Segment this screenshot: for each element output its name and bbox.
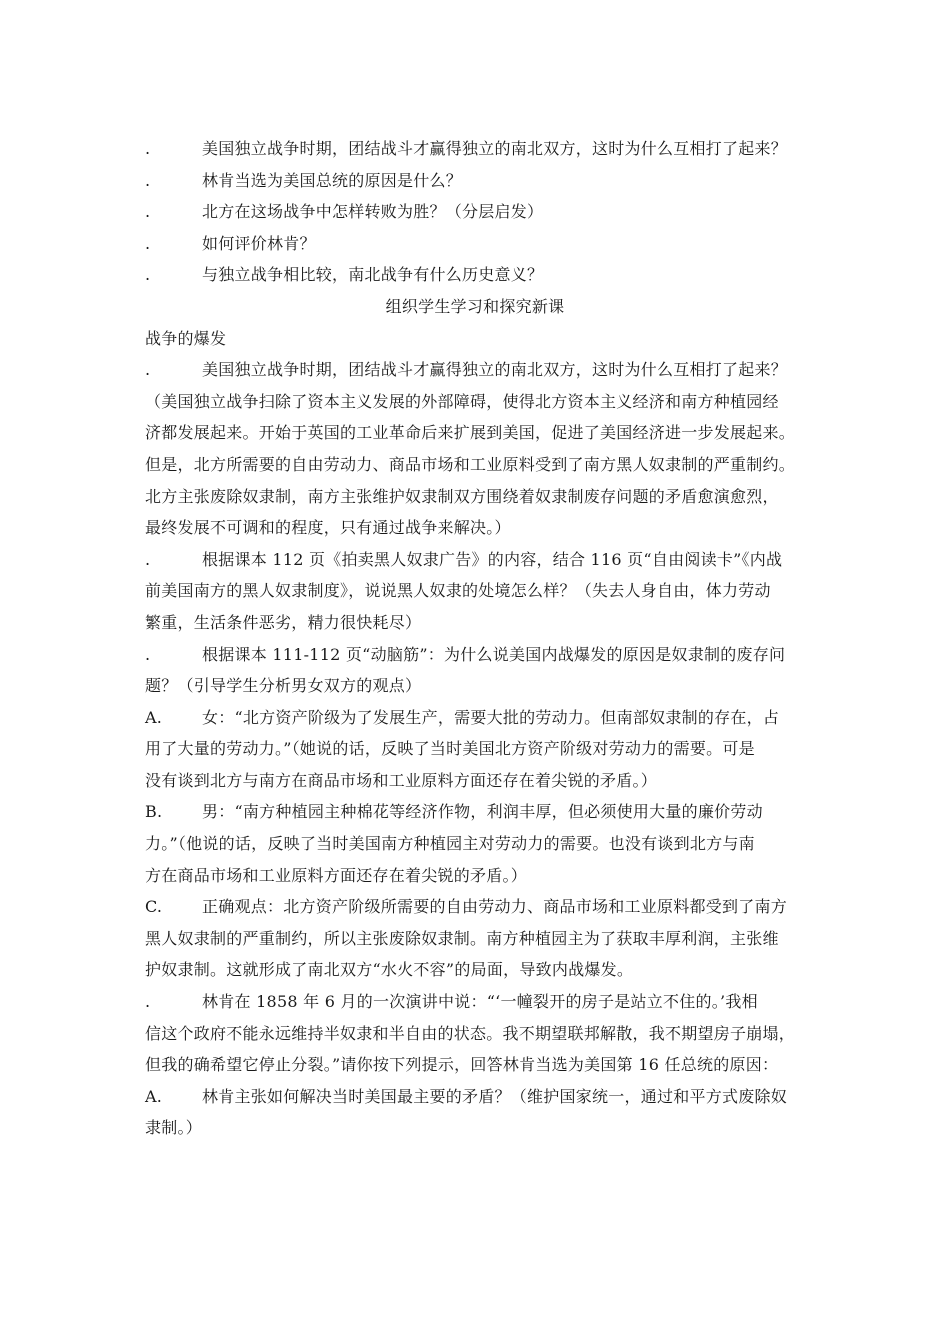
body-line: 护奴隶制。这就形成了南北双方“水火不容”的局面，导致内战爆发。 [145,960,634,980]
body-block [145,891,805,986]
question-item [145,133,805,165]
body-line: 前美国南方的黑人奴隶制度》，说说黑人奴隶的处境怎么样？（失去人身自由，体力劳动 [145,581,771,601]
list-marker: A. [145,707,163,727]
section-title: 组织学生学习和探究新课 [385,296,565,316]
body-text: 正确观点：北方资产阶级所需要的自由劳动力、商品市场和工业原料都受到了南方 [202,897,788,917]
body-line: 北方主张废除奴隶制，南方主张维护奴隶制双方围绕着奴隶制废存问题的矛盾愈演愈烈， [145,486,779,506]
body-item-first-line [145,796,805,828]
body-block [145,544,805,639]
document-page [145,133,805,1144]
list-marker: B. [145,802,163,822]
body-block [145,639,805,702]
list-marker: . [145,360,151,380]
list-marker: . [145,549,151,569]
list-marker: . [145,233,151,253]
body-line: 题？（引导学生分析男女双方的观点） [145,676,422,696]
body-block [145,354,805,544]
body-item-first-line [145,891,805,923]
body-block [145,702,805,797]
body-block [145,1081,805,1144]
question-text: 林肯当选为美国总统的原因是什么？ [202,170,463,190]
body-line: 信这个政府不能永远维持半奴隶和半自由的状态。我不期望联邦解散，我不期望房子崩塌， [145,1023,796,1043]
question-text: 北方在这场战争中怎样转败为胜？（分层启发） [202,202,544,222]
question-item [145,165,805,197]
body-line: 但是，北方所需要的自由劳动力、商品市场和工业原料受到了南方黑人奴隶制的严重制约。 [145,454,796,474]
body-line: 但我的确希望它停止分裂。”请你按下列提示，回答林肯当选为美国第 16 任总统的原因： [145,1055,779,1075]
body-line: 济都发展起来。开始于英国的工业革命后来扩展到美国，促进了美国经济进一步发展起来。 [145,423,796,443]
list-marker: . [145,644,151,664]
list-marker: . [145,170,151,190]
list-marker: . [145,265,151,285]
body-line: 力。”（他说的话，反映了当时美国南方种植园主对劳动力的需要。也没有谈到北方与南 [145,834,755,854]
list-marker: . [145,992,151,1012]
body-text: 林肯主张如何解决当时美国最主要的矛盾？（维护国家统一，通过和平方式废除奴 [202,1086,788,1106]
body-line: 繁重，生活条件恶劣，精力很快耗尽） [145,612,422,632]
body-line: 用了大量的劳动力。”（她说的话，反映了当时美国北方资产阶级对劳动力的需要。可是 [145,739,755,759]
body-line: 最终发展不可调和的程度，只有通过战争来解决。） [145,518,511,538]
body-text: 男：“南方种植园主种棉花等经济作物，利润丰厚，但必须使用大量的廉价劳动 [202,802,763,822]
list-marker: . [145,202,151,222]
question-item [145,228,805,260]
body-text: 林肯在 1858 年 6 月的一次演讲中说：“‘一幢裂开的房子是站立不住的。’我相 [202,992,758,1012]
body-item-first-line [145,1081,805,1113]
body-item-first-line [145,354,805,386]
body-item-first-line [145,639,805,671]
body-text: 女：“北方资产阶级为了发展生产，需要大批的劳动力。但南部奴隶制的存在，占 [202,707,780,727]
question-item [145,196,805,228]
body-line: 方在商品市场和工业原料方面还存在着尖锐的矛盾。） [145,865,528,885]
list-marker: A. [145,1086,163,1106]
question-text: 与独立战争相比较，南北战争有什么历史意义？ [202,265,544,285]
question-text: 如何评价林肯？ [202,233,316,253]
question-list [145,133,805,291]
list-marker: C. [145,897,163,917]
body-line: 没有谈到北方与南方在商品市场和工业原料方面还存在着尖锐的矛盾。） [145,770,658,790]
question-item [145,259,805,291]
body-text: 美国独立战争时期，团结战斗才赢得独立的南北双方，这时为什么互相打了起来？ [202,360,788,380]
body-text: 根据课本 112 页《拍卖黑人奴隶广告》的内容，结合 116 页“自由阅读卡”《内战 [202,549,783,569]
body-block [145,986,805,1081]
body-block [145,796,805,891]
body-text: 根据课本 111-112 页“动脑筋”：为什么说美国内战爆发的原因是奴隶制的废存问 [202,644,786,664]
body-item-first-line [145,986,805,1018]
subsection-title: 战争的爆发 [145,328,227,348]
body-line: 隶制。） [145,1118,203,1138]
body-line: （美国独立战争扫除了资本主义发展的外部障碍，使得北方资本主义经济和南方种植园经 [145,391,779,411]
body-line: 黑人奴隶制的严重制约，所以主张废除奴隶制。南方种植园主为了获取丰厚利润，主张维 [145,928,779,948]
list-marker: . [145,139,151,158]
question-text: 美国独立战争时期，团结战斗才赢得独立的南北双方，这时为什么互相打了起来？ [202,139,788,158]
body-item-first-line [145,702,805,734]
body-item-first-line [145,544,805,576]
